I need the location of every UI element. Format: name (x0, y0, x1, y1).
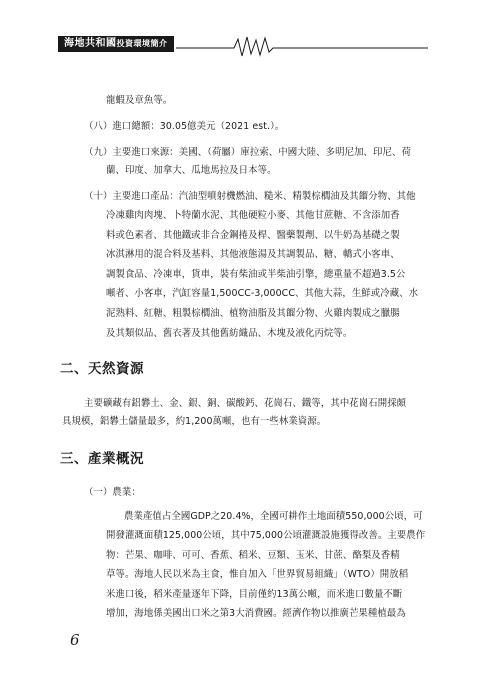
text-line: 蘭、印度、加拿大、瓜地馬拉及日本等。 (106, 165, 277, 176)
text-line: 冷凍雞肉肉塊、卜特蘭水泥、其他硬粒小麥、其他甘蔗糖、不含添加香 (106, 210, 400, 221)
text-line: 噸者、小客車，汽缸容量1,500CC-3,000CC、其他大蒜，生鮮或冷藏、水 (106, 288, 419, 299)
paragraph-line: 物：芒果、咖啡、可可、香蕉、稻米、豆類、玉米、甘蔗、酪梨及香精 (106, 550, 400, 561)
text-line: 料或色素者、其他鐵或非合金鋼捲及桿、醫藥製劑、以牛奶為基礎之製 (106, 230, 400, 241)
paragraph-line: 農業產值占全國GDP之20.4%，全國可耕作土地面積550,000公頃，可 (124, 511, 423, 522)
paragraph-line: 開發灌溉面積125,000公頃，其中75,000公頃灌溉設施獲得改善。主要農作 (106, 530, 426, 541)
paragraph-line: 主要礦藏有鋁礬土、金、銀、銅、碳酸鈣、花崗石、鐵等，其中花崗石開採頗 (84, 398, 407, 409)
header-country: 海地共和國 (64, 38, 117, 49)
section-heading-industry: 三、產業概況 (60, 451, 144, 467)
text-line: 及其類似品、舊衣著及其他舊紡織品、木塊及液化丙烷等。 (106, 328, 353, 339)
text-line: 冰淇淋用的混合料及基料、其他液態湯及其調製品、糖、轎式小客車、 (106, 249, 400, 260)
paragraph-line: 米進口後，稻米產量逐年下降，目前僅約13萬公噸，而米進口數量不斷 (106, 589, 403, 600)
header-subtitle: 投資環境簡介 (116, 39, 168, 48)
paragraph-line: 草等。海地人民以米為主食，惟自加入「世界貿易組織」（WTO）開放稻 (106, 569, 409, 580)
subsection-agriculture: （一）農業： (84, 487, 141, 498)
text-line: 泥熟料、紅糖、粗製棕櫚油、植物油脂及其餾分物、火雞肉製成之臘腸 (106, 308, 400, 319)
list-item-9: （九）主要進口來源：美國、（荷屬）庫拉索、中國大陸、多明尼加、印尼、荷 (84, 147, 411, 158)
page-number: 6 (70, 631, 80, 649)
paragraph-line: 具規模，鋁礬土儲量最多，約1,200萬噸，也有一些林業資源。 (62, 416, 327, 427)
list-item-10: （十）主要進口產品：汽油型噴射機燃油、糙米、精製棕櫚油及其餾分物、其他 (84, 191, 416, 202)
list-item-8: （八）進口總額：30.05億美元（2021 est.）。 (84, 121, 285, 132)
section-heading-natural-resources: 二、天然資源 (60, 361, 144, 377)
text-line: 龍蝦及章魚等。 (106, 95, 173, 106)
paragraph-line: 增加，海地係美國出口米之第3大消費國。經濟作物以推廣芒果種植最為 (106, 608, 406, 619)
text-line: 調製食品、冷凍車，貨車，裝有柴油或半柴油引擎，總重量不超過3.5公 (106, 269, 406, 280)
